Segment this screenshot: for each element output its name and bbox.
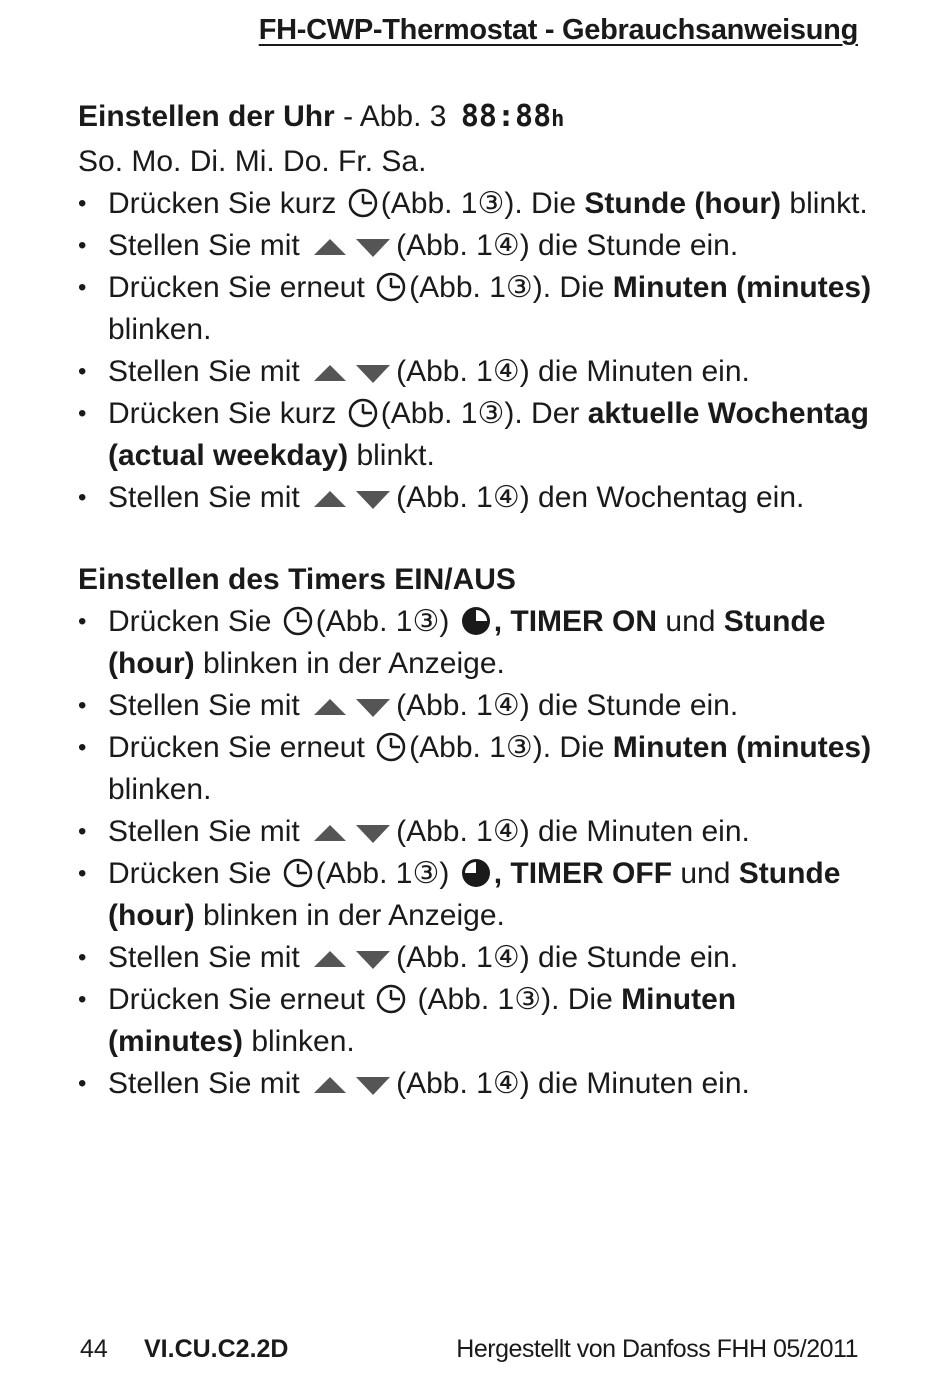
page-number: 44 xyxy=(80,1335,108,1363)
clock-icon xyxy=(282,857,314,889)
document-header: FH-CWP-Thermostat - Gebrauchsanweisung xyxy=(258,14,858,46)
list-item: • Stellen Sie mit (Abb. 1④) die Minuten ein. xyxy=(78,811,878,853)
clock-icon xyxy=(347,187,379,219)
list-item: • Drücken Sie erneut (Abb. 1③). Die Minuten (minutes) blinken. xyxy=(78,979,878,1063)
list-item: • Stellen Sie mit (Abb. 1④) den Wochentag ein. xyxy=(78,477,878,519)
timer-steps xyxy=(78,601,878,1105)
up-down-arrows-icon xyxy=(310,947,394,971)
list-item: • Drücken Sie kurz (Abb. 1③). Der aktuelle Wochentag (actual weekday) blinkt. xyxy=(78,393,878,477)
list-item: • Stellen Sie mit (Abb. 1④) die Stunde ein. xyxy=(78,685,878,727)
up-down-arrows-icon xyxy=(310,1073,394,1097)
clock-icon xyxy=(347,397,379,429)
clock-icon xyxy=(375,271,407,303)
clock-icon xyxy=(375,731,407,763)
section-title-clock: Einstellen der Uhr - Abb. 3 88:88h xyxy=(78,96,878,141)
list-item: • Drücken Sie (Abb. 1③) , TIMER ON und Stunde (hour) blinken in der Anzeige. xyxy=(78,601,878,685)
list-item: • Drücken Sie kurz (Abb. 1③). Die Stunde (hour) blinkt. xyxy=(78,183,878,225)
up-down-arrows-icon xyxy=(310,361,394,385)
up-down-arrows-icon xyxy=(310,487,394,511)
list-item: • Drücken Sie (Abb. 1③) , TIMER OFF und Stunde (hour) blinken in der Anzeige. xyxy=(78,853,878,937)
up-down-arrows-icon xyxy=(310,695,394,719)
clock-icon xyxy=(375,983,407,1015)
timer-on-icon xyxy=(460,605,492,637)
list-item: • Stellen Sie mit (Abb. 1④) die Minuten ein. xyxy=(78,351,878,393)
weekday-list: So. Mo. Di. Mi. Do. Fr. Sa. xyxy=(78,145,427,178)
section-title-timer: Einstellen des Timers EIN/AUS xyxy=(78,563,516,596)
list-item: • Stellen Sie mit (Abb. 1④) die Stunde ein. xyxy=(78,937,878,979)
up-down-arrows-icon xyxy=(310,821,394,845)
list-item: • Stellen Sie mit (Abb. 1④) die Stunde ein. xyxy=(78,225,878,267)
list-item: • Stellen Sie mit (Abb. 1④) die Minuten ein. xyxy=(78,1063,878,1105)
manufacturer-note: Hergestellt von Danfoss FHH 05/2011 xyxy=(456,1335,858,1363)
manual-content xyxy=(78,96,878,1105)
document-code: VI.CU.C2.2D xyxy=(144,1335,289,1363)
timer-off-icon xyxy=(460,857,492,889)
clock-steps xyxy=(78,183,878,519)
up-down-arrows-icon xyxy=(310,235,394,259)
list-item: • Drücken Sie erneut (Abb. 1③). Die Minuten (minutes) blinken. xyxy=(78,267,878,351)
lcd-display-icon: 88:88h xyxy=(460,99,565,134)
clock-icon xyxy=(282,605,314,637)
list-item: • Drücken Sie erneut (Abb. 1③). Die Minuten (minutes) blinken. xyxy=(78,727,878,811)
